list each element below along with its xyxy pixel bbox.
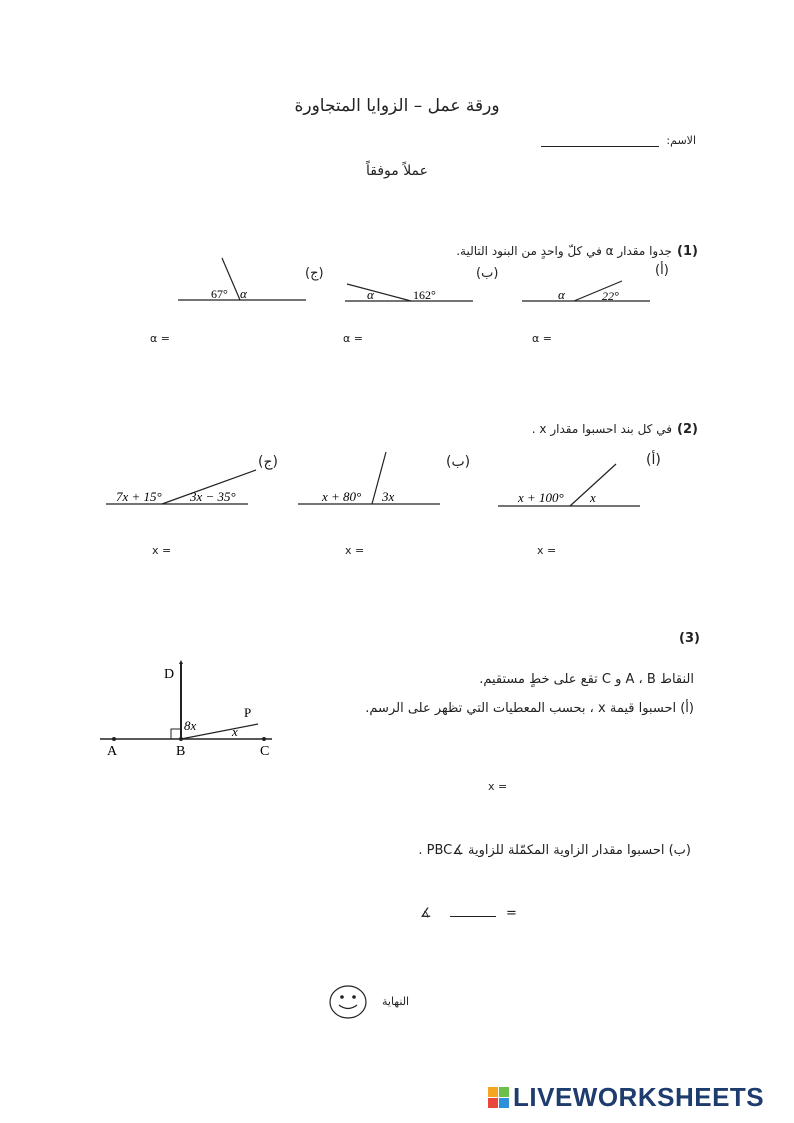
q3-line1: النقاط A ، B و C تقع على خطٍ مستقيم. [479, 672, 694, 687]
angle-8x-label: 8x [184, 718, 197, 733]
name-field[interactable] [541, 134, 696, 147]
q2-item-c-answer[interactable]: x = [152, 544, 172, 557]
q1-item-c-letter: (ج) [305, 266, 324, 281]
q2-a-left: x + 100° [518, 490, 564, 505]
q2-c-left: 7x + 15° [116, 489, 162, 504]
q1-item-c-figure [178, 255, 308, 305]
q1-header [456, 240, 698, 259]
liveworksheets-logo [488, 1082, 764, 1113]
q2-item-a-letter: (أ) [646, 452, 661, 468]
q1-b-given: 162° [413, 288, 436, 302]
q2-c-right: 3x − 35° [190, 489, 236, 504]
q3-part-a: (أ) احسبوا قيمة x ، بحسب المعطيات التي تظهر على الرسم. [365, 701, 694, 716]
q2-item-c-figure [106, 470, 251, 510]
q3-answer-b[interactable] [420, 905, 517, 921]
q3-figure [100, 660, 280, 765]
q2-number: (2) [677, 422, 698, 437]
name-label: الاسم: [666, 134, 696, 147]
q1-a-given: 22° [602, 289, 619, 303]
q2-a-right: x [590, 490, 596, 505]
q3-part-b: (ب) احسبوا مقدار الزاوية المكمّلة للزاوية ∡PBC . [418, 843, 691, 858]
answer-b-blank[interactable] [450, 916, 496, 917]
q1-item-a-letter: (أ) [655, 263, 669, 278]
answer-b-eq: = [505, 906, 517, 921]
q2-b-right: 3x [382, 489, 395, 504]
q1-item-a-figure [522, 275, 652, 305]
q1-a-alpha: α [558, 287, 565, 302]
point-b-label: B [176, 744, 186, 759]
q1-item-b-answer[interactable]: α = [343, 332, 363, 345]
q1-item-c-answer[interactable]: α = [150, 332, 170, 345]
q1-b-alpha: α [367, 287, 374, 302]
smiley-icon [329, 984, 369, 1020]
q1-item-b-figure [345, 275, 475, 305]
point-p-label: P [244, 705, 252, 720]
q2-item-a-figure [498, 462, 643, 510]
q1-text: جدوا مقدار α في كلّ واحدٍ من البنود التالية. [456, 244, 672, 258]
q2-item-a-answer[interactable]: x = [537, 544, 557, 557]
point-c-label: C [260, 744, 270, 759]
q2-item-b-answer[interactable]: x = [345, 544, 365, 557]
point-a-label: A [107, 744, 118, 759]
q1-item-a-answer[interactable]: α = [532, 332, 552, 345]
right-angle-mark [171, 729, 181, 739]
logo-text: LIVEWORKSHEETS [513, 1082, 765, 1112]
q2-item-b-letter: (ب) [446, 454, 471, 470]
q2-text: في كل بند احسبوا مقدار x . [531, 422, 672, 436]
q1-c-alpha: α [240, 286, 247, 301]
q1-c-given: 67° [211, 287, 228, 301]
angle-symbol: ∡ [420, 905, 432, 920]
q3-number: (3) [679, 631, 700, 646]
angle-x-label: x [232, 724, 238, 739]
page-title: ورقة عمل – الزوايا المتجاورة [294, 96, 500, 116]
logo-badge-icon [488, 1087, 510, 1109]
q2-item-b-figure [298, 452, 443, 507]
name-blank-line[interactable] [541, 134, 659, 147]
point-d-label: D [164, 667, 175, 682]
q1-item-b-letter: (ب) [476, 266, 499, 281]
q2-b-left: x + 80° [322, 489, 362, 504]
q3-answer-a[interactable]: x = [488, 780, 508, 793]
q2-header [532, 418, 698, 437]
q2-item-c-letter: (ج) [258, 454, 278, 470]
end-text: النهاية [382, 995, 410, 1008]
good-luck-text: عملاً موفقاً [365, 163, 429, 179]
q1-number: (1) [677, 244, 698, 259]
